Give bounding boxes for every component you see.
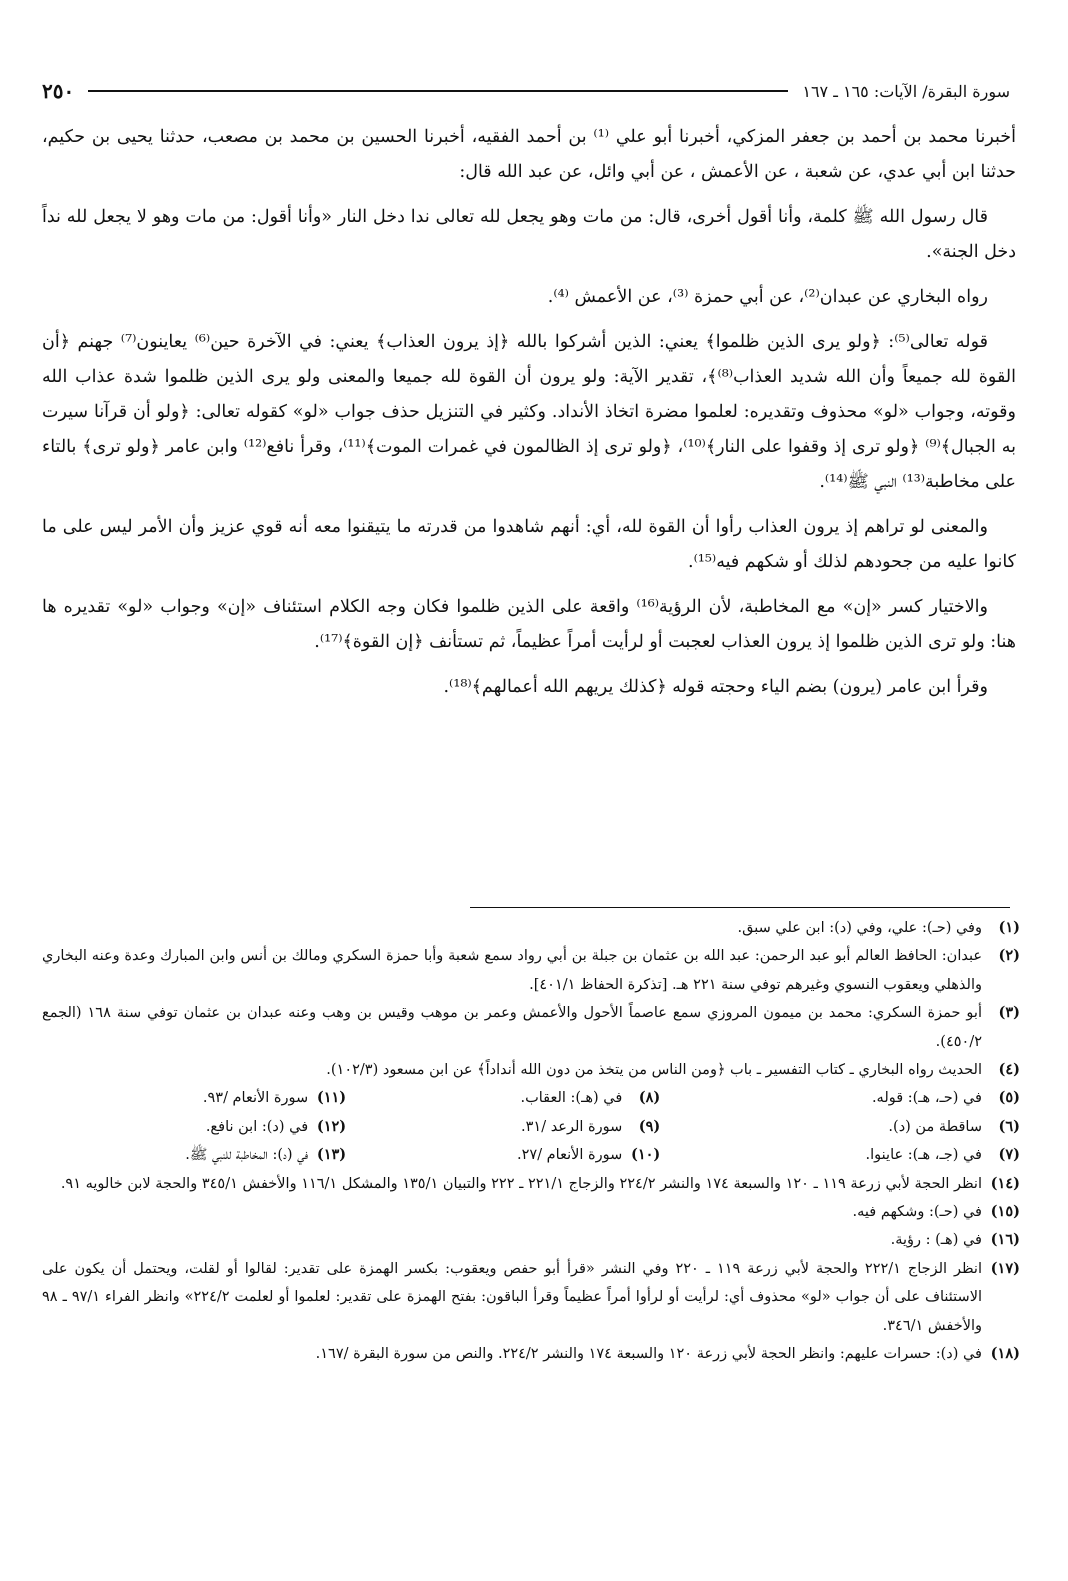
footnote-number: (٨) xyxy=(638,1089,661,1107)
footnote xyxy=(42,1141,346,1169)
footnote-text: انظر الزجاج ٢٢٢/١ والحجة لأبي زرعة ١١٩ ـ ٢٢٠ وفي النشر «قرأ أبو حفص ويعقوب: بكسر الهمزة على تقدير: لقالوا أو لقلت، ويحتمل أن يكون على الاستئناف على أن جواب «لو» محذوف أي: لرأيت أو لرأوا أمراً عظيماً وقرأ الباقون: بفتح الهمزة على تقدير: لعلموا أو لعلمت ٢٢٤/٢» وانظر الفراء ٩٧/١ ـ ٩٨ والأخفش ٣٤٦/١. xyxy=(42,1260,982,1334)
footnote-number: (٤) xyxy=(998,1061,1020,1079)
footnote xyxy=(42,1084,346,1112)
footnote xyxy=(356,1113,660,1141)
footnote-number: (١٠) xyxy=(630,1146,661,1164)
footnote-text: سورة الرعد /٣١. xyxy=(521,1118,623,1135)
footnote-number: (١٥) xyxy=(990,1203,1020,1221)
paragraph-tafsir: قوله تعالى⁽⁵⁾: ﴿ولو يرى الذين ظلموا﴾ يعني: الذين أشركوا بالله ﴿إذ يرون العذاب﴾ يعني: في الآخرة حين⁽⁶⁾ يعاينون⁽⁷⁾ جهنم ﴿أن القوة لله جميعاً وأن الله شديد العذاب⁽⁸⁾﴾، تقدير الآية: ولو يرون أن القوة لله جميعا والمعنى ولو يرى الذين ظلموا شدة عذاب الله وقوته، وجواب «لو» محذوف وتقديره: لعلموا مضرة اتخاذ الأنداد. وكثير في التنزيل حذف جواب «لو» كقوله تعالى: ﴿ولو أن قرآنا سيرت به الجبال﴾⁽⁹⁾ ﴿ولو ترى إذ وقفوا على النار﴾⁽¹⁰⁾، ﴿ولو ترى إذ الظالمون في غمرات الموت﴾⁽¹¹⁾، وقرأ نافع⁽¹²⁾ وابن عامر ﴿ولو ترى﴾ بالتاء على مخاطبة⁽¹³⁾ النبي ﷺ⁽¹⁴⁾. xyxy=(42,332,1016,492)
footnote xyxy=(42,942,1020,999)
main-text xyxy=(42,120,1016,715)
footnote-number: (١٨) xyxy=(990,1345,1020,1363)
footnote xyxy=(356,1084,660,1112)
footnote-text: في (هـ): العقاب. xyxy=(520,1090,623,1107)
footnote-number: (١٧) xyxy=(990,1259,1020,1277)
footnote-text: أبو حمزة السكري: محمد بن ميمون المروزي سمع عاصماً الأحول والأعمش وعمر بن موهب وقيس بن وهب وعنه عبدان بن عثمان توفي سنة ١٦٨ (الجمع ٤٥٠/٢). xyxy=(42,1005,982,1050)
footnote xyxy=(670,1084,1020,1112)
footnote xyxy=(42,1056,1020,1084)
footnote-text: في (د): ابن نافع. xyxy=(205,1118,309,1135)
footnote-text: في (هـ) : رؤية. xyxy=(890,1232,982,1249)
footnote-text: وفي (حـ): علي، وفي (د): ابن علي سبق. xyxy=(737,920,982,936)
footnote-text: عبدان: الحافظ العالم أبو عبد الرحمن: عبد الله بن عثمان بن جبلة بن أبي رواد سمع شعبة وأبا حمزة السكري ومالك بن أنس وابن المبارك وعدة وعنه البخاري والذهلي ويعقوب النسوي وغيرهم توفي سنة ٢٢١ هـ. [تذكرة الحفاظ ٤٠١/١]. xyxy=(42,948,982,993)
page-number: ٢٥٠ xyxy=(42,79,75,103)
footnote xyxy=(670,1141,1020,1169)
footnote-number: (٧) xyxy=(998,1146,1020,1164)
footnote-number: (١) xyxy=(998,919,1020,936)
running-title: سورة البقرة/ الآيات: ١٦٥ ـ ١٦٧ xyxy=(802,81,1010,101)
footnote xyxy=(42,999,1020,1056)
footnote-number: (٣) xyxy=(998,1004,1020,1022)
footnote-number: (٥) xyxy=(998,1089,1020,1107)
footnote xyxy=(42,1340,1020,1368)
paragraph-meaning: والمعنى لو تراهم إذ يرون العذاب رأوا أن القوة لله، أي: أنهم شاهدوا من قدرته ما يتيقنوا معه أنه قوي عزيز وأن الأمر ليس على ما كانوا عليه من جحودهم لذلك أو شكهم فيه⁽¹⁵⁾. xyxy=(42,517,1016,572)
footnote-number: (١٤) xyxy=(990,1174,1020,1192)
footnote xyxy=(42,1255,1020,1340)
footnote-number: (١١) xyxy=(316,1089,347,1107)
footnote-number: (٦) xyxy=(998,1117,1020,1135)
footnote xyxy=(42,1226,1020,1254)
footnote-number: (١٣) xyxy=(316,1146,347,1164)
footnote-text: في (د): المخاطبة للنبي ﷺ. xyxy=(185,1147,309,1164)
footnote-text: انظر الحجة لأبي زرعة ١١٩ ـ ١٢٠ والسبعة ١٧٤ والنشر ٢٢٤/٢ والزجاج ٢٢١/١ ـ ٢٢٢ والتبيان ١٣٥/١ والمشكل ١١٦/١ والأخفش ٣٤٥/١ والحجة لابن خالويه ٩١. xyxy=(60,1175,982,1192)
paragraph-narration: رواه البخاري عن عبدان⁽²⁾، عن أبي حمزة ⁽³⁾، عن الأعمش ⁽⁴⁾. xyxy=(547,287,988,307)
footnote-text: في (جـ، هـ): عاينوا. xyxy=(865,1147,982,1164)
footnote xyxy=(42,914,1020,942)
footnote-number: (٢) xyxy=(998,947,1020,965)
paragraph-hadith: قال رسول الله ﷺ كلمة، وأنا أقول أخرى، قال: من مات وهو يجعل لله تعالى ندا دخل النار «وأنا أقول: من مات وهو لا يجعل لله نداً دخل الجنة». xyxy=(42,207,1016,262)
footnote xyxy=(670,1113,1020,1141)
footnote-text: في (د): حسرات عليهم: وانظر الحجة لأبي زرعة ١٢٠ والسبعة ١٧٤ والنشر ٢٢٤/٢. والنص من سورة البقرة /١٦٧. xyxy=(315,1346,982,1363)
footnote xyxy=(42,1113,346,1141)
footnote-rule xyxy=(470,907,1010,908)
footnote xyxy=(356,1141,660,1169)
footnotes xyxy=(42,914,1020,1369)
footnote-text: في (حـ): وشكهم فيه. xyxy=(852,1204,982,1221)
footnote-text: ساقطة من (د). xyxy=(888,1118,982,1135)
header-rule xyxy=(88,90,788,92)
footnote-grid xyxy=(42,1084,1020,1169)
footnote-number: (١٢) xyxy=(316,1117,347,1135)
paragraph-isnad: أخبرنا محمد بن أحمد بن جعفر المزكي، أخبرنا أبو علي ⁽¹⁾ بن أحمد الفقيه، أخبرنا الحسين بن محمد بن مصعب، حدثنا يحيى بن حكيم، حدثنا ابن أبي عدي، عن شعبة ، عن الأعمش ، عن أبي وائل، عن عبد الله قال: xyxy=(42,127,1016,182)
footnote-text: سورة الأنعام /٢٧. xyxy=(517,1147,623,1164)
page-header xyxy=(42,76,1010,106)
footnote-number: (١٦) xyxy=(990,1231,1020,1249)
footnote-text: في (حـ، هـ): قوله. xyxy=(871,1090,982,1107)
paragraph-reading: وقرأ ابن عامر (يرون) بضم الياء وحجته قوله ﴿كذلك يريهم الله أعمالهم﴾⁽¹⁸⁾. xyxy=(443,677,988,697)
footnote-text: الحديث رواه البخاري ـ كتاب التفسير ـ باب ﴿ومن الناس من يتخذ من دون الله أنداداً﴾ عن ابن مسعود (١٠٢/٣). xyxy=(326,1062,982,1079)
footnote xyxy=(42,1198,1020,1226)
footnote-number: (٩) xyxy=(638,1117,661,1135)
paragraph-choice: والاختيار كسر «إن» مع المخاطبة، لأن الرؤية⁽¹⁶⁾ واقعة على الذين ظلموا فكان وجه الكلام استئناف «إن» وجواب «لو» تقديره ها هنا: ولو ترى الذين ظلموا إذ يرون العذاب لعجبت أو لرأيت أمراً عظيماً، ثم تستأنف ﴿إن القوة﴾⁽¹⁷⁾. xyxy=(42,597,1016,652)
footnote-text: سورة الأنعام /٩٣. xyxy=(202,1090,309,1107)
footnote xyxy=(42,1170,1020,1198)
